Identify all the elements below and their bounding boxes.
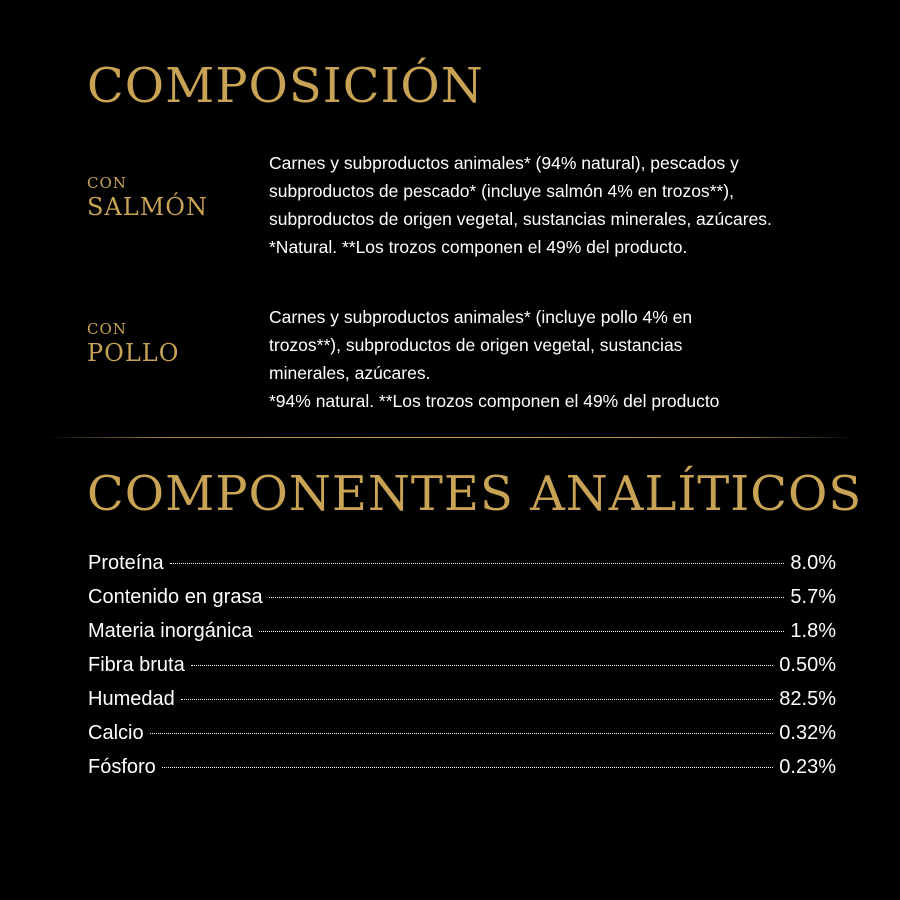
dot-leader [181,699,774,700]
description-line: subproductos de pescado* (incluye salmón 4% en trozos**), [269,181,734,201]
variant-name: POLLO [87,339,180,367]
dot-leader [150,733,774,734]
variant-pollo-description [269,303,879,415]
description-line: *94% natural. **Los trozos componen el 49% del producto [269,391,720,411]
dot-leader [162,767,773,768]
dot-leader [191,665,774,666]
analysis-row-value: 8.0% [790,552,836,574]
analysis-row [88,614,836,648]
section-divider [45,437,855,438]
analysis-row-name: Fibra bruta [88,654,185,676]
analysis-row-name: Contenido en grasa [88,586,263,608]
analysis-row-name: Proteína [88,552,164,574]
analysis-row-name: Humedad [88,688,175,710]
description-line: subproductos de origen vegetal, sustancias minerales, azúcares. [269,209,772,229]
analysis-row [88,648,836,682]
dot-leader [170,563,785,564]
analysis-row-value: 5.7% [790,586,836,608]
analysis-row-value: 0.50% [779,654,836,676]
description-line: *Natural. **Los trozos componen el 49% del producto. [269,237,688,257]
dot-leader [259,631,785,632]
description-line: minerales, azúcares. [269,363,431,383]
variant-salmon-description [269,149,879,261]
analysis-row [88,580,836,614]
analysis-row [88,682,836,716]
analysis-row-value: 0.23% [779,756,836,778]
variant-pollo-label [87,320,179,368]
analysis-title: COMPONENTES ANALÍTICOS [87,466,863,522]
analysis-row [88,750,836,784]
analysis-row-name: Materia inorgánica [88,620,253,642]
analysis-row-value: 82.5% [779,688,836,710]
analysis-row [88,546,836,580]
analysis-row-name: Fósforo [88,756,156,778]
analysis-row-value: 0.32% [779,722,836,744]
description-line: Carnes y subproductos animales* (94% natural), pescados y [269,153,739,173]
composition-title: COMPOSICIÓN [87,58,484,114]
analysis-row-value: 1.8% [790,620,836,642]
variant-salmon-label [87,174,208,222]
analysis-row-name: Calcio [88,722,144,744]
variant-prefix: CON [87,320,127,338]
description-line: trozos**), subproductos de origen vegetal, sustancias [269,335,683,355]
variant-prefix: CON [87,174,127,192]
variant-name: SALMÓN [87,193,208,221]
analysis-list [88,546,836,784]
description-line: Carnes y subproductos animales* (incluye pollo 4% en [269,307,693,327]
analysis-row [88,716,836,750]
dot-leader [269,597,785,598]
